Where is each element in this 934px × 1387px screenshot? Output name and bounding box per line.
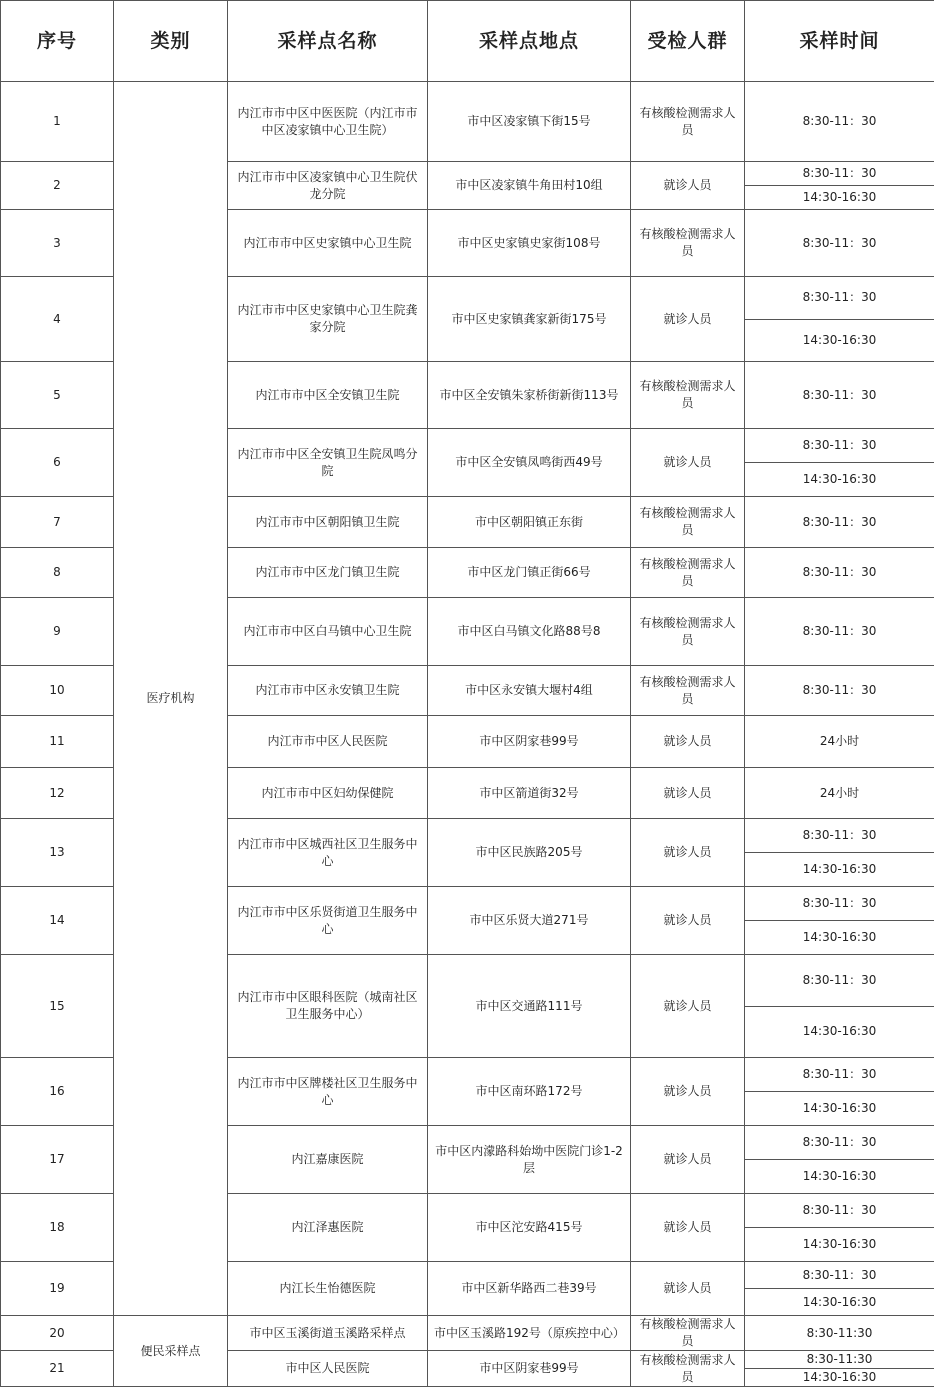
target-group: 就诊人员	[631, 429, 745, 497]
site-address: 市中区全安镇朱家桥街新街113号	[428, 362, 631, 429]
target-group: 就诊人员	[631, 955, 745, 1058]
table-row	[1, 82, 934, 162]
row-number: 8	[1, 548, 114, 598]
target-group: 就诊人员	[631, 277, 745, 362]
sampling-time: 8:30-11：30	[745, 1194, 934, 1228]
target-group: 有核酸检测需求人员	[631, 548, 745, 598]
header-time: 采样时间	[745, 1, 934, 82]
site-address: 市中区凌家镇牛角田村10组	[428, 162, 631, 210]
target-group: 有核酸检测需求人员	[631, 598, 745, 666]
site-name: 内江嘉康医院	[228, 1126, 428, 1194]
site-name: 内江市市中区白马镇中心卫生院	[228, 598, 428, 666]
sampling-time: 8:30-11：30	[745, 955, 934, 1007]
row-number: 10	[1, 666, 114, 716]
sampling-time: 24小时	[745, 768, 934, 819]
site-name: 内江市市中区城西社区卫生服务中心	[228, 819, 428, 887]
row-number: 15	[1, 955, 114, 1058]
row-number: 4	[1, 277, 114, 362]
sampling-time: 8:30-11：30	[745, 82, 934, 162]
target-group: 就诊人员	[631, 819, 745, 887]
row-number: 2	[1, 162, 114, 210]
table-body	[1, 82, 934, 1387]
target-group: 就诊人员	[631, 768, 745, 819]
site-address: 市中区箭道街32号	[428, 768, 631, 819]
site-name: 内江市市中区全安镇卫生院凤鸣分院	[228, 429, 428, 497]
sampling-time: 14:30-16:30	[745, 1228, 934, 1262]
row-number: 5	[1, 362, 114, 429]
sampling-time: 14:30-16:30	[745, 463, 934, 497]
row-number: 6	[1, 429, 114, 497]
site-address: 市中区永安镇大堰村4组	[428, 666, 631, 716]
sampling-time: 8:30-11：30	[745, 277, 934, 320]
row-number: 9	[1, 598, 114, 666]
target-group: 有核酸检测需求人员	[631, 210, 745, 277]
site-address: 市中区玉溪路192号（原疾控中心）	[428, 1316, 631, 1351]
sampling-time: 14:30-16:30	[745, 319, 934, 362]
site-address: 市中区民族路205号	[428, 819, 631, 887]
sampling-time: 14:30-16:30	[745, 1369, 934, 1387]
site-name: 内江市市中区永安镇卫生院	[228, 666, 428, 716]
header-address: 采样点地点	[428, 1, 631, 82]
sampling-time: 14:30-16:30	[745, 1289, 934, 1316]
sampling-time: 8:30-11:30	[745, 1316, 934, 1351]
sampling-time: 8:30-11：30	[745, 1058, 934, 1092]
row-number: 21	[1, 1351, 114, 1387]
target-group: 有核酸检测需求人员	[631, 497, 745, 548]
sampling-time: 14:30-16:30	[745, 1160, 934, 1194]
row-number: 1	[1, 82, 114, 162]
sampling-time: 24小时	[745, 716, 934, 768]
site-name: 内江长生怡德医院	[228, 1262, 428, 1316]
site-name: 内江市市中区龙门镇卫生院	[228, 548, 428, 598]
target-group: 就诊人员	[631, 162, 745, 210]
sampling-time: 14:30-16:30	[745, 1092, 934, 1126]
sampling-time: 8:30-11：30	[745, 1126, 934, 1160]
sampling-time: 8:30-11：30	[745, 598, 934, 666]
row-number: 12	[1, 768, 114, 819]
target-group: 就诊人员	[631, 1058, 745, 1126]
site-name: 内江市市中区牌楼社区卫生服务中心	[228, 1058, 428, 1126]
header-row	[1, 1, 934, 82]
row-number: 11	[1, 716, 114, 768]
sampling-time: 14:30-16:30	[745, 186, 934, 210]
sampling-time: 14:30-16:30	[745, 1006, 934, 1058]
header-category: 类别	[114, 1, 228, 82]
target-group: 有核酸检测需求人员	[631, 1351, 745, 1387]
site-address: 市中区凌家镇下街15号	[428, 82, 631, 162]
site-address: 市中区史家镇龚家新街175号	[428, 277, 631, 362]
sampling-time: 8:30-11：30	[745, 1262, 934, 1289]
site-name: 市中区玉溪街道玉溪路采样点	[228, 1316, 428, 1351]
target-group: 有核酸检测需求人员	[631, 1316, 745, 1351]
site-address: 市中区新华路西二巷39号	[428, 1262, 631, 1316]
site-name: 内江市市中区中医医院（内江市市中区凌家镇中心卫生院）	[228, 82, 428, 162]
category-cell: 医疗机构	[114, 82, 228, 1316]
row-number: 14	[1, 887, 114, 955]
site-address: 市中区全安镇凤鸣街西49号	[428, 429, 631, 497]
row-number: 3	[1, 210, 114, 277]
target-group: 就诊人员	[631, 716, 745, 768]
site-address: 市中区沱安路415号	[428, 1194, 631, 1262]
site-name: 内江市市中区乐贤街道卫生服务中心	[228, 887, 428, 955]
site-name: 内江市市中区凌家镇中心卫生院伏龙分院	[228, 162, 428, 210]
target-group: 有核酸检测需求人员	[631, 666, 745, 716]
category-cell: 便民采样点	[114, 1316, 228, 1387]
site-name: 内江市市中区妇幼保健院	[228, 768, 428, 819]
site-address: 市中区阴家巷99号	[428, 1351, 631, 1387]
row-number: 7	[1, 497, 114, 548]
header-no: 序号	[1, 1, 114, 82]
sampling-time: 8:30-11：30	[745, 819, 934, 853]
row-number: 13	[1, 819, 114, 887]
sampling-time: 8:30-11：30	[745, 162, 934, 186]
site-address: 市中区阴家巷99号	[428, 716, 631, 768]
site-address: 市中区白马镇文化路88号8	[428, 598, 631, 666]
sampling-time: 8:30-11：30	[745, 497, 934, 548]
sampling-time: 8:30-11：30	[745, 548, 934, 598]
site-name: 内江市市中区史家镇中心卫生院龚家分院	[228, 277, 428, 362]
sampling-time: 8:30-11：30	[745, 210, 934, 277]
row-number: 17	[1, 1126, 114, 1194]
sampling-time: 8:30-11：30	[745, 362, 934, 429]
sampling-time: 8:30-11:30	[745, 1351, 934, 1369]
sampling-time: 8:30-11：30	[745, 429, 934, 463]
sampling-time: 8:30-11：30	[745, 887, 934, 921]
site-name: 内江市市中区朝阳镇卫生院	[228, 497, 428, 548]
site-name: 内江市市中区全安镇卫生院	[228, 362, 428, 429]
site-address: 市中区内濛路科始坳中医院门诊1-2层	[428, 1126, 631, 1194]
header-group: 受检人群	[631, 1, 745, 82]
site-name: 内江市市中区史家镇中心卫生院	[228, 210, 428, 277]
site-name: 市中区人民医院	[228, 1351, 428, 1387]
sampling-time: 8:30-11：30	[745, 666, 934, 716]
site-address: 市中区朝阳镇正东街	[428, 497, 631, 548]
target-group: 有核酸检测需求人员	[631, 362, 745, 429]
site-address: 市中区乐贤大道271号	[428, 887, 631, 955]
site-address: 市中区龙门镇正街66号	[428, 548, 631, 598]
target-group: 就诊人员	[631, 1194, 745, 1262]
row-number: 16	[1, 1058, 114, 1126]
header-name: 采样点名称	[228, 1, 428, 82]
site-address: 市中区史家镇史家街108号	[428, 210, 631, 277]
row-number: 19	[1, 1262, 114, 1316]
site-address: 市中区交通路111号	[428, 955, 631, 1058]
site-name: 内江市市中区人民医院	[228, 716, 428, 768]
target-group: 就诊人员	[631, 1262, 745, 1316]
row-number: 20	[1, 1316, 114, 1351]
site-address: 市中区南环路172号	[428, 1058, 631, 1126]
table-row	[1, 1316, 934, 1351]
site-name: 内江市市中区眼科医院（城南社区卫生服务中心）	[228, 955, 428, 1058]
target-group: 就诊人员	[631, 1126, 745, 1194]
site-name: 内江泽惠医院	[228, 1194, 428, 1262]
target-group: 就诊人员	[631, 887, 745, 955]
sampling-time: 14:30-16:30	[745, 921, 934, 955]
target-group: 有核酸检测需求人员	[631, 82, 745, 162]
sampling-time: 14:30-16:30	[745, 853, 934, 887]
row-number: 18	[1, 1194, 114, 1262]
